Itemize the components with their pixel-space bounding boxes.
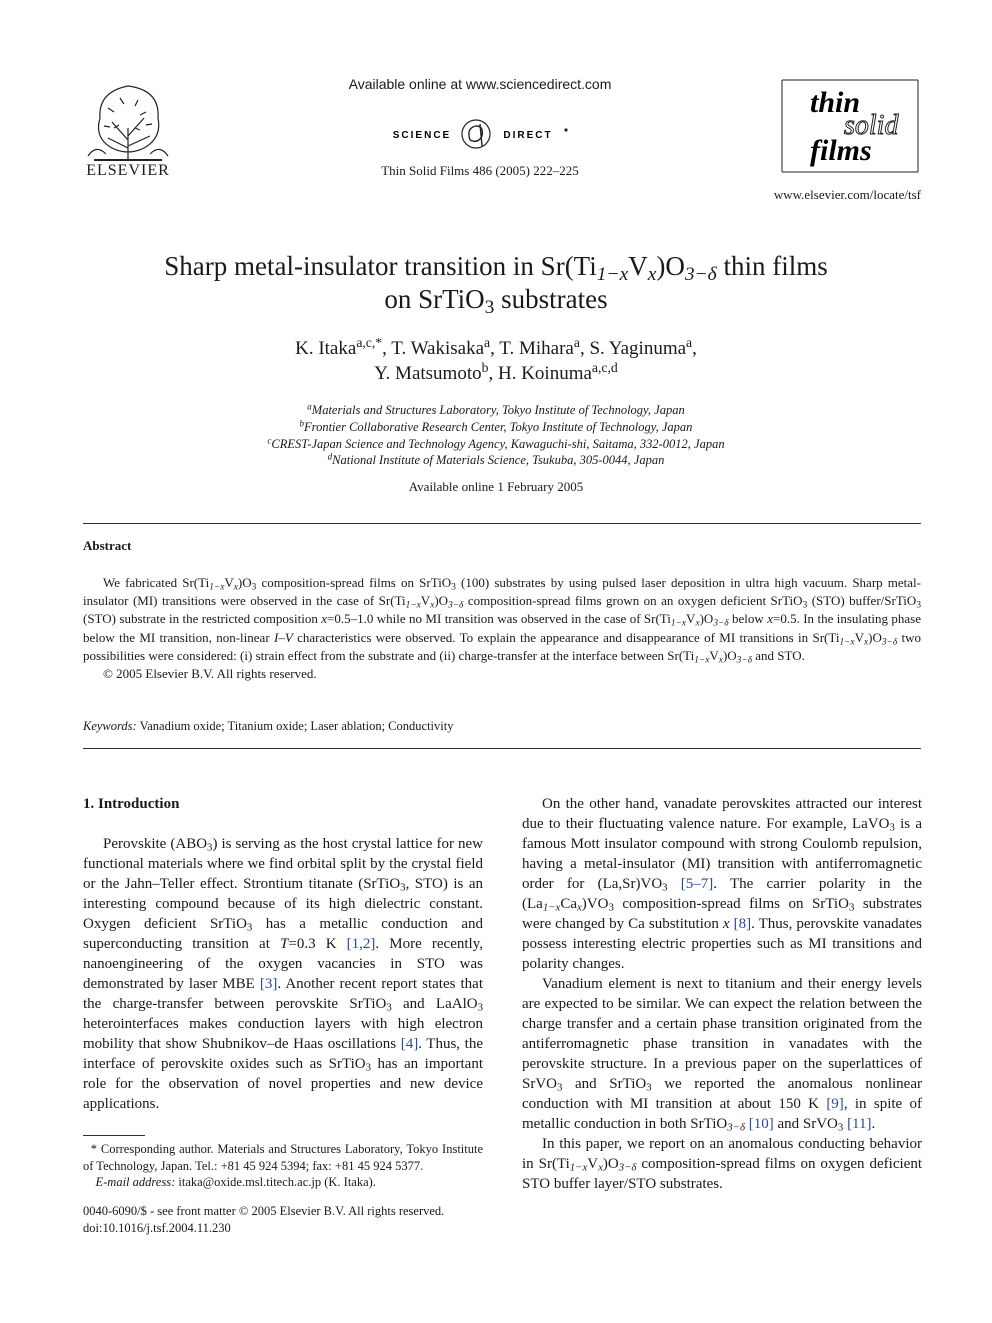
body-column-right: [522, 794, 922, 1194]
author: H. Koinuma: [497, 363, 592, 384]
affiliation: $^a$Materials and Structures Laboratory, Tokyo Institute of Technology, Japan: [307, 401, 685, 417]
abstract-text: We fabricated $Sr(Ti_{1-x}V_x)O_3$ composition-spread films on SrTiO$_3$ (100) substrates by using pulsed laser deposition in ultra high vacuum. Sharp metal-insulator (MI) transitions were observed in the case of $Sr(Ti_{1-x}V_x)O_{3-\delta}$ composition-spread films grown on an oxygen deficient SrTiO$_3$ (STO) buffer/SrTiO$_3$ (STO) substrate in the restricted composition x=0.5–1.0 while no MI transition was observed in the case of $Sr(Ti_{1-x}V_x)O_{3-\delta}$ below x=0.5. In the insulating phase below the MI transition, non-linear I–V characteristics were observed. To explain the appearance and disappearance of MI transitions in $Sr(Ti_{1-x}V_x)O_{3-\delta}$ two possibilities were considered: (i) strain effect from the substrate and (ii) charge-transfer at the interface between $Sr(Ti_{1-x}V_x)O_{3-\delta}$ and STO. © 2005 Elsevier B.V. All rights reserved.: [83, 574, 921, 683]
author: S. Yaginuma: [589, 338, 687, 359]
available-online-banner[interactable]: Available online at www.sciencedirect.com: [348, 76, 612, 92]
paragraph: On the other hand, vanadate perovskites attracted our interest due to their fluctuating valence nature. For example, LaVO$_3$ is a famous Mott insulator compound with strong Coulomb repulsion, having a metal-insulator (MI) transition with antiferromagnetic order for $(La,Sr)VO_3$ [5–7]. The carrier polarity in the $(La_{1-x}Ca_x)VO_3$ composition-spread films on SrTiO$_3$ substrates were changed by Ca substitution x [8]. Thus, perovskite vanadates possess interesting electric properties such as MI transitions and polarity changes.: [522, 796, 923, 972]
article-title: Sharp metal-insulator transition in $Sr(Ti_{1-x}V_x)O_{3-\delta}$ thin films on SrTiO$_3$ substrates: [164, 251, 828, 318]
citation-link[interactable]: [4]: [400, 1036, 419, 1052]
front-matter: 0040-6090/$ - see front matter © 2005 Elsevier B.V. All rights reserved. doi:10.1016/j.tsf.2004.11.230: [83, 1203, 503, 1238]
abstract-heading: Abstract: [83, 538, 132, 553]
citation-link[interactable]: [5–7]: [680, 876, 714, 892]
sciencedirect-logo-right: DIRECT: [503, 130, 553, 141]
citation-link[interactable]: [1,2]: [346, 936, 376, 952]
online-date: Available online 1 February 2005: [408, 479, 584, 494]
tsf-logo-line2: solid: [844, 110, 899, 141]
citation-link[interactable]: [11]: [847, 1116, 872, 1132]
citation-link[interactable]: [3]: [259, 976, 278, 992]
author: T. Mihara: [499, 338, 574, 359]
journal-homepage-link[interactable]: www.elsevier.com/locate/tsf: [773, 187, 921, 202]
citation-link[interactable]: [9]: [826, 1096, 844, 1112]
sciencedirect-logo: [370, 114, 580, 154]
section-heading: 1. Introduction: [83, 796, 180, 812]
doi: doi:10.1016/j.tsf.2004.11.230: [83, 1221, 231, 1236]
publisher-name: ELSEVIER: [86, 162, 170, 179]
divider: [83, 523, 921, 524]
copyright-line: © 2005 Elsevier B.V. All rights reserved.: [103, 666, 317, 682]
paragraph: In this paper, we report on an anomalous conducting behavior in $Sr(Ti_{1-x}V_x)O_{3-\delta}$ composition-spread films on oxygen deficient STO buffer layer/STO substrates.: [522, 1136, 922, 1192]
author: K. Itaka: [295, 338, 357, 359]
footnote-divider: [83, 1135, 145, 1136]
tsf-logo-line1: thin: [810, 86, 861, 119]
author: T. Wakisaka: [391, 338, 485, 359]
affiliation-list: [80, 402, 912, 469]
keywords: Keywords: Vanadium oxide; Titanium oxide; Laser ablation; Conductivity: [83, 719, 454, 733]
tsf-logo-line3: films: [810, 134, 872, 167]
thin-solid-films-logo: [780, 78, 920, 174]
author: Y. Matsumoto: [374, 363, 482, 384]
author-list: K. Itaka$^{a,c,*}$, T. Wakisaka$^a$, T. Mihara$^a$, S. Yaginuma$^a$, Y. Matsumoto$^b$, H. Koinuma$^{a,c,d}$: [295, 335, 697, 384]
citation-link[interactable]: [8]: [733, 916, 752, 932]
affiliation: $^c$CREST-Japan Science and Technology Agency, Kawaguchi-shi, Saitama, 332-0012, Japan: [267, 435, 725, 451]
sciencedirect-logo-left: SCIENCE: [392, 130, 452, 141]
divider: [83, 748, 921, 749]
citation-link[interactable]: [10]: [748, 1116, 774, 1132]
email-link[interactable]: itaka@oxide.msl.titech.ac.jp (K. Itaka).: [175, 1175, 376, 1190]
journal-citation: Thin Solid Films 486 (2005) 222–225: [381, 163, 579, 178]
body-column-left: [83, 794, 483, 1114]
affiliation: $^d$National Institute of Materials Science, Tsukuba, 305-0044, Japan: [327, 451, 665, 468]
affiliation: $^b$Frontier Collaborative Research Center, Tokyo Institute of Technology, Japan: [299, 418, 693, 434]
paragraph: Vanadium element is next to titanium and their energy levels are expected to be similar. We can expect the relation between the charge transfer and a certain phase transition originated from the antiferromagnetic phase transition in vanadates with the perovskite structure. In a previous paper on the superlattices of SrVO$_3$ and SrTiO$_3$ we reported the anomalous nonlinear conduction with MI transition at about 150 K [9], in spite of metallic conduction in both SrTiO$_{3-\delta}$ [10] and SrVO$_3$ [11].: [522, 976, 922, 1134]
paragraph: Perovskite $(ABO_3)$ is serving as the host crystal lattice for new functional materials where we find orbital split by the crystal field or the Jahn–Teller effect. Strontium titanate (SrTiO$_3$, STO) is an interesting compound because of its high dielectric constant. Oxygen deficient SrTiO$_3$ has a metallic conduction and superconducting transition at T=0.3 K [1,2]. More recently, nanoengineering of the oxygen vacancies in STO was demonstrated by laser MBE [3]. Another recent report states that the charge-transfer between perovskite SrTiO$_3$ and LaAlO$_3$ heterointerfaces makes conduction layers with high electron mobility that show Shubnikov–de Haas oscillations [4]. Thus, the interface of perovskite oxides such as SrTiO$_3$ has an important role for the observation of novel properties and new device applications.: [83, 836, 483, 1112]
corresponding-author-footnote: * Corresponding author. Materials and Structures Laboratory, Tokyo Institute of Technology, Japan. Tel.: +81 45 924 5394; fax: +81 45 924 5377. E-mail address: itaka@oxide.msl.titech.ac.jp (K. Itaka).: [83, 1142, 484, 1190]
